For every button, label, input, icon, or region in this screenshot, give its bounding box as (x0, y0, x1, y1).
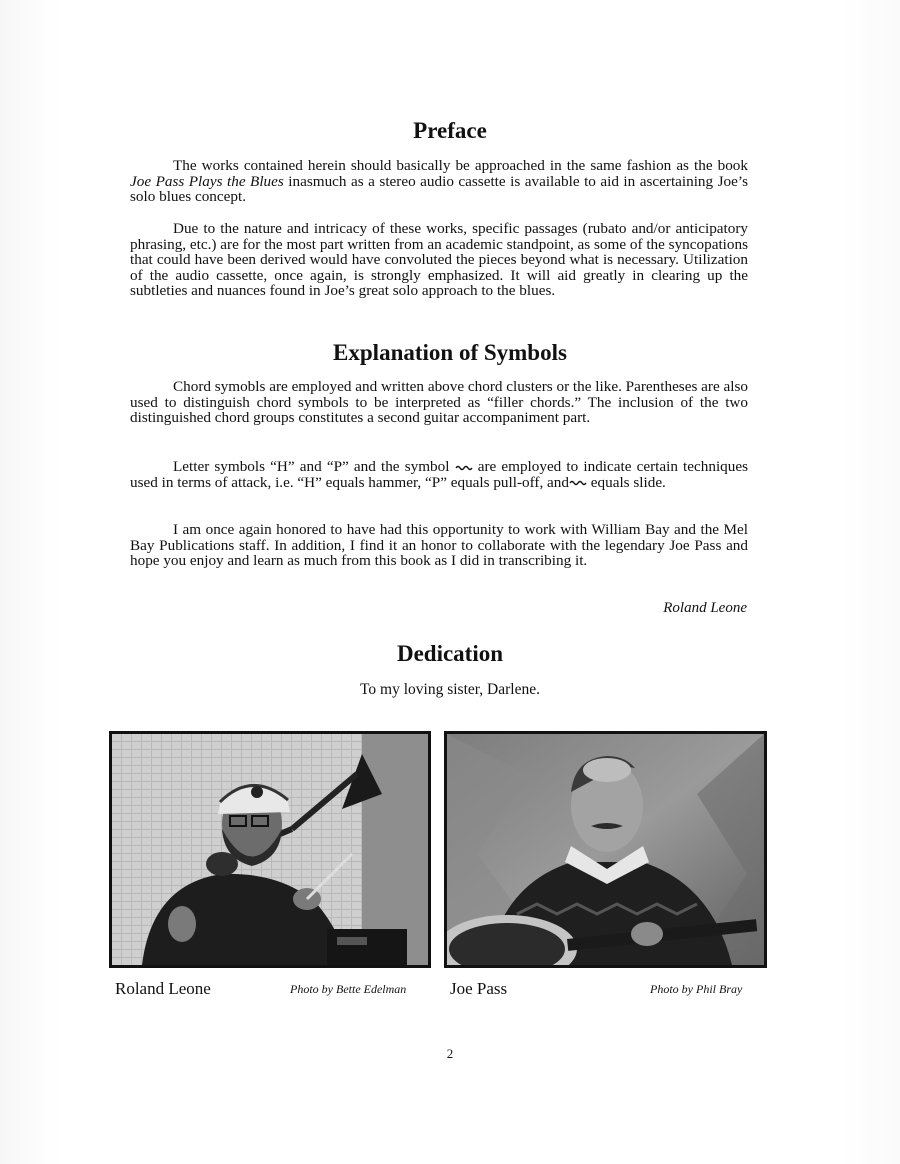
preface-paragraph-1: The works contained herein should basically be approached in the same fashion as the book Joe Pass Plays the Blues inasmuch as a stereo audio cassette is available to aid in ascertaining Joe’s solo blues concept. (130, 157, 748, 206)
photo-caption-name-1: Roland Leone (115, 979, 211, 998)
symbols-paragraph-3: I am once again honored to have had this opportunity to work with William Bay and the Mel Bay Publications staff. In addition, I find it an honor to collaborate with the legendary Joe Pass and hope you enjoy and learn as much from this book as I did in transcribing it. (130, 521, 748, 570)
portrait-image (112, 734, 428, 965)
symbols-paragraph-2: Letter symbols “H” and “P” and the symbol are employed to indicate certain techniques used in terms of attack, i.e. “H” equals hammer, “P” equals pull-off, and equals slide. (130, 458, 748, 491)
photo-credit-1: Photo by Bette Edelman (290, 982, 407, 996)
symbols-paragraph-1: Chord symobls are employed and written above chord clusters or the like. Parentheses are also used to distinguish chord symbols to be interpreted as “filler chords.” The inclusion of the two distinguished chord groups constitutes a second guitar accompaniment part. (130, 378, 748, 427)
preface-heading: Preface (413, 118, 487, 143)
photo-joe-pass (444, 731, 767, 968)
author-signature: Roland Leone (663, 600, 747, 616)
photo-roland-leone (109, 731, 431, 968)
portrait-image (447, 734, 764, 965)
page-number: 2 (446, 1046, 454, 1061)
photo-credit-2: Photo by Phil Bray (650, 982, 743, 996)
slide-symbol-icon (455, 464, 473, 472)
symbols-heading: Explanation of Symbols (333, 340, 567, 365)
dedication-text: To my loving sister, Darlene. (360, 681, 540, 698)
book-title: Joe Pass Plays the Blues (130, 172, 284, 190)
preface-paragraph-2: Due to the nature and intricacy of these works, specific passages (rubato and/or anticipatory phrasing, etc.) are for the most part written from an academic standpoint, as some of the syncopations that could have been derived would have convoluted the pieces beyond what is necessary. Utilization of the audio cassette, once again, is strongly emphasized. It will aid greatly in clearing up the subtleties and nuances found in Joe’s great solo approach to the blues. (130, 220, 748, 300)
slide-symbol-icon (569, 479, 587, 487)
photo-caption-name-2: Joe Pass (450, 979, 508, 998)
dedication-heading: Dedication (396, 641, 504, 666)
